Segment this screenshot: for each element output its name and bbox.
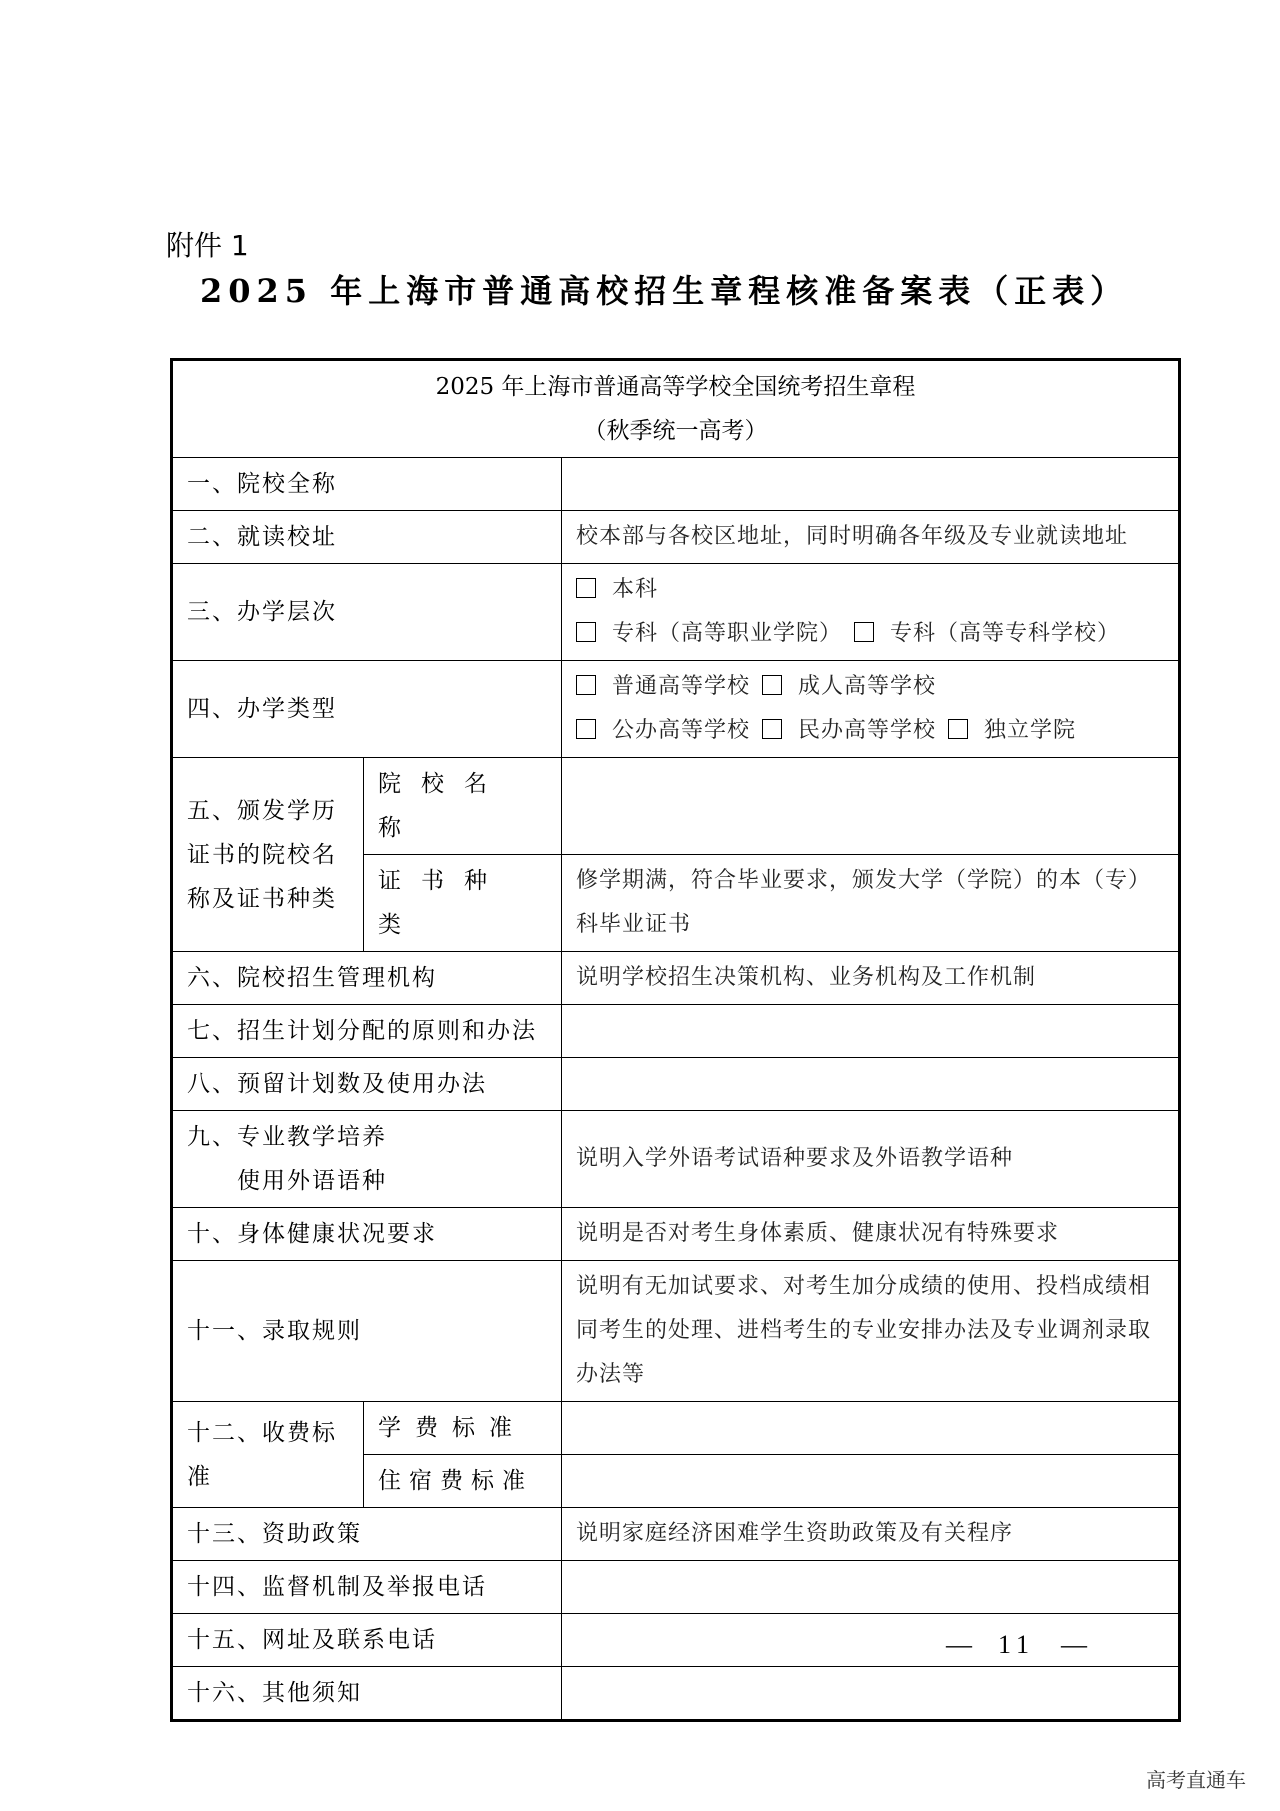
- row-label: 一、院校全称: [172, 458, 562, 511]
- row-note: 说明家庭经济困难学生资助政策及有关程序: [562, 1508, 1180, 1561]
- table-row: [172, 1667, 1180, 1721]
- row-note: 说明有无加试要求、对考生加分成绩的使用、投档成绩相同考生的处理、进档考生的专业安排办法及专业调剂录取办法等: [562, 1261, 1180, 1402]
- option-label: 独立学院: [984, 718, 1077, 743]
- row-label: 十、身体健康状况要求: [172, 1208, 562, 1261]
- option-label: 公办高等学校: [612, 718, 751, 743]
- table-row: [172, 1402, 1180, 1455]
- row-label: 五、颁发学历证书的院校名称及证书种类: [172, 758, 364, 952]
- table-header: [172, 360, 1180, 458]
- row-label: 六、院校招生管理机构: [172, 952, 562, 1005]
- row-label: 二、就读校址: [172, 511, 562, 564]
- row-label: 十二、收费标准: [172, 1402, 364, 1508]
- row-value[interactable]: [562, 1561, 1180, 1614]
- table-row: [172, 1261, 1180, 1402]
- row-note: 修学期满，符合毕业要求，颁发大学（学院）的本（专）科毕业证书: [562, 855, 1180, 952]
- row-note: 校本部与各校区地址，同时明确各年级及专业就读地址: [562, 511, 1180, 564]
- row-value[interactable]: [562, 1402, 1180, 1455]
- options-cell: [562, 564, 1180, 661]
- row-label: 三、办学层次: [172, 564, 562, 661]
- row-label: 十五、网址及联系电话: [172, 1614, 562, 1667]
- page-dash-right: —: [1061, 1630, 1088, 1659]
- option-label: 专科（高等专科学校）: [890, 621, 1121, 646]
- row-label-line-2: 使用外语语种: [237, 1168, 387, 1194]
- header-line-2: （秋季统一高考）: [583, 418, 768, 444]
- page-number-value: 11: [998, 1630, 1036, 1659]
- sub-label: 住宿费标准: [364, 1455, 562, 1508]
- table-row: [172, 458, 1180, 511]
- checkbox-icon[interactable]: [762, 719, 782, 739]
- table-header-row: [172, 360, 1180, 458]
- table-row: [172, 1005, 1180, 1058]
- row-value[interactable]: [562, 1667, 1180, 1721]
- table-row: [172, 1208, 1180, 1261]
- sub-label: 证书种类: [364, 855, 562, 952]
- table-row: [172, 758, 1180, 855]
- row-value[interactable]: [562, 1058, 1180, 1111]
- checkbox-icon[interactable]: [576, 622, 596, 642]
- checkbox-icon[interactable]: [762, 675, 782, 695]
- table-row: [172, 511, 1180, 564]
- table-row: [172, 1561, 1180, 1614]
- option-label: 本科: [612, 577, 659, 602]
- option-label: 普通高等学校: [612, 674, 751, 699]
- option-label: 成人高等学校: [798, 674, 937, 699]
- row-note: 说明是否对考生身体素质、健康状况有特殊要求: [562, 1208, 1180, 1261]
- row-label: 十一、录取规则: [172, 1261, 562, 1402]
- row-label: 四、办学类型: [172, 661, 562, 758]
- row-label-line-1: 九、专业教学培养: [187, 1124, 387, 1150]
- options-cell: [562, 661, 1180, 758]
- option-label: 民办高等学校: [798, 718, 937, 743]
- row-value[interactable]: [562, 458, 1180, 511]
- table-row: [172, 1508, 1180, 1561]
- page-number: [920, 1630, 1113, 1660]
- checkbox-icon[interactable]: [576, 719, 596, 739]
- checkbox-icon[interactable]: [854, 622, 874, 642]
- watermark: 高考直通车: [1146, 1768, 1246, 1792]
- table-row: [172, 661, 1180, 758]
- checkbox-icon[interactable]: [576, 675, 596, 695]
- table-row: [172, 1058, 1180, 1111]
- row-label: 十三、资助政策: [172, 1508, 562, 1561]
- page-dash-left: —: [946, 1630, 972, 1659]
- row-label: 八、预留计划数及使用办法: [172, 1058, 562, 1111]
- row-note: 说明学校招生决策机构、业务机构及工作机制: [562, 952, 1180, 1005]
- checkbox-icon[interactable]: [576, 578, 596, 598]
- sub-label: 院校名称: [364, 758, 562, 855]
- row-label: 十六、其他须知: [172, 1667, 562, 1721]
- checkbox-icon[interactable]: [948, 719, 968, 739]
- row-value[interactable]: [562, 1005, 1180, 1058]
- filing-form-table: [170, 358, 1181, 1722]
- row-note: 说明入学外语考试语种要求及外语教学语种: [562, 1111, 1180, 1208]
- document-title: 2025 年上海市普通高校招生章程核准备案表（正表）: [200, 272, 1129, 310]
- row-label: 七、招生计划分配的原则和办法: [172, 1005, 562, 1058]
- sub-label: 学费标准: [364, 1402, 562, 1455]
- row-value[interactable]: [562, 758, 1180, 855]
- table-row: [172, 952, 1180, 1005]
- row-value[interactable]: [562, 1455, 1180, 1508]
- table-row: [172, 1111, 1180, 1208]
- header-line-1: 2025 年上海市普通高等学校全国统考招生章程: [435, 374, 916, 400]
- option-label: 专科（高等职业学院）: [612, 621, 843, 646]
- attachment-label: 附件 1: [166, 229, 249, 262]
- table-row: [172, 564, 1180, 661]
- row-label: [172, 1111, 562, 1208]
- row-label: 十四、监督机制及举报电话: [172, 1561, 562, 1614]
